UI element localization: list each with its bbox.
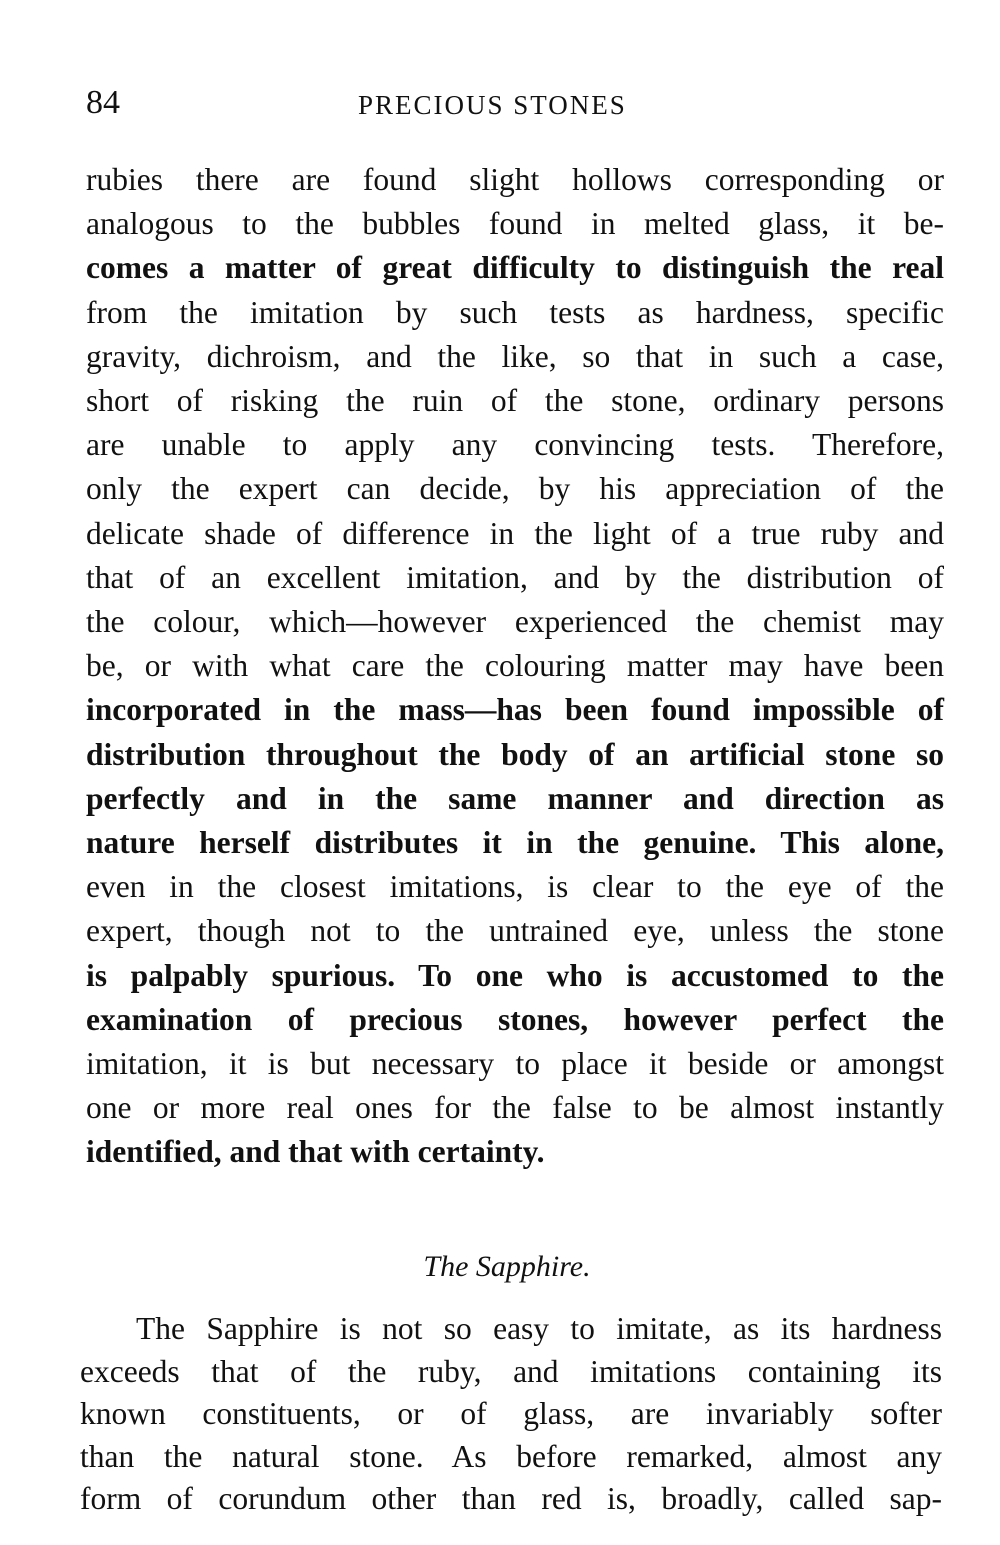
- text-line: that of an excellent imitation, and by the distribution of: [86, 559, 944, 595]
- page-number: 84: [86, 84, 120, 121]
- text-line: perfectly and in the same manner and direction as: [86, 780, 944, 816]
- text-line: distribution throughout the body of an artificial stone so: [86, 736, 944, 772]
- text-line: delicate shade of difference in the light of a true ruby and: [86, 515, 944, 551]
- section-title: The Sapphire.: [423, 1250, 591, 1283]
- text-line: The Sapphire is not so easy to imitate, as its hardness: [136, 1311, 942, 1346]
- text-line: be, or with what care the colouring matter may have been: [86, 648, 944, 684]
- paragraph-rubies: [86, 158, 944, 1175]
- text-line: rubies there are found slight hollows corresponding or: [86, 162, 944, 197]
- text-line: one or more real ones for the false to be almost instantly: [86, 1090, 944, 1126]
- text-line: the colour, which—however experienced the chemist may: [86, 604, 944, 640]
- paragraph-sapphire: [80, 1308, 942, 1521]
- text-line: nature herself distributes it in the genuine. This alone,: [86, 825, 944, 861]
- text-line: than the natural stone. As before remarked, almost any: [80, 1438, 942, 1474]
- page-header: [86, 84, 946, 134]
- text-line: form of corundum other than red is, broadly, called sap-: [80, 1481, 942, 1516]
- text-line: even in the closest imitations, is clear to the eye of the: [86, 869, 944, 905]
- text-line: known constituents, or of glass, are invariably softer: [80, 1396, 942, 1431]
- text-line: only the expert can decide, by his appreciation of the: [86, 471, 944, 507]
- text-line: comes a matter of great difficulty to distinguish the real: [86, 250, 944, 286]
- text-line: expert, though not to the untrained eye, unless the stone: [86, 913, 944, 949]
- text-line: exceeds that of the ruby, and imitations containing its: [80, 1353, 942, 1389]
- text-line: are unable to apply any convincing tests. Therefore,: [86, 427, 944, 463]
- text-line: examination of precious stones, however perfect the: [86, 1001, 944, 1037]
- running-title: PRECIOUS STONES: [358, 90, 627, 120]
- text-line: gravity, dichroism, and the like, so that in such a case,: [86, 338, 944, 374]
- text-line: imitation, it is but necessary to place it beside or amongst: [86, 1046, 944, 1082]
- text-line: identified, and that with certainty.: [86, 1134, 545, 1170]
- text-line: incorporated in the mass—has been found impossible of: [86, 692, 944, 728]
- text-line: from the imitation by such tests as hardness, specific: [86, 294, 944, 330]
- text-line: is palpably spurious. To one who is accustomed to the: [86, 957, 944, 993]
- text-line: analogous to the bubbles found in melted glass, it be-: [86, 206, 944, 242]
- text-line: short of risking the ruin of the stone, ordinary persons: [86, 383, 944, 419]
